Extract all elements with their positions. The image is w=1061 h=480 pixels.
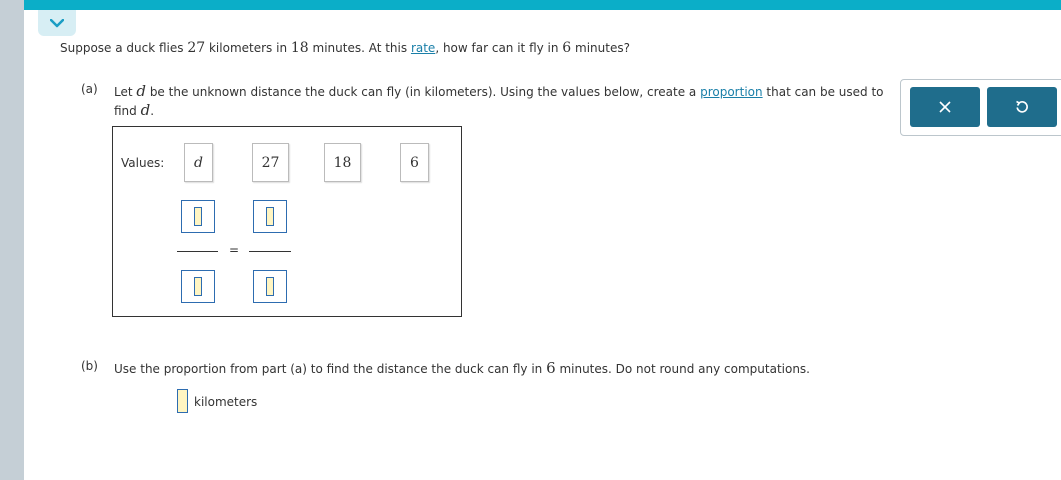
proportion-link[interactable]: proportion — [700, 85, 763, 99]
given-distance: 27 — [187, 40, 206, 56]
left-denominator-slot[interactable] — [181, 270, 215, 303]
reset-button[interactable] — [987, 87, 1057, 127]
question-text: Suppose a duck flies 27 kilometers in 18 minutes. At this rate, how far can it fly in 6 minutes? — [60, 40, 630, 56]
right-numerator-slot[interactable] — [253, 200, 287, 233]
close-icon — [939, 101, 951, 113]
right-denominator-slot[interactable] — [253, 270, 287, 303]
values-label: Values: — [121, 156, 165, 170]
left-fraction-bar — [177, 251, 218, 252]
equals-sign: = — [229, 243, 240, 257]
collapse-toggle[interactable] — [38, 10, 76, 36]
unit-label: kilometers — [194, 395, 258, 409]
rate-link[interactable]: rate — [410, 41, 436, 55]
value-tile-27[interactable]: 27 — [252, 143, 289, 182]
part-a-label: (a) — [81, 82, 98, 96]
right-fraction-bar — [249, 251, 291, 252]
left-numerator-slot[interactable] — [181, 200, 215, 233]
target-time: 6 — [562, 40, 572, 56]
distance-answer-input[interactable] — [177, 389, 188, 413]
left-sidebar — [0, 0, 24, 480]
chevron-down-icon — [50, 19, 64, 28]
value-tile-d[interactable]: d — [184, 143, 213, 182]
value-tile-6[interactable]: 6 — [400, 143, 429, 182]
part-b-instructions: Use the proportion from part (a) to find the distance the duck can fly in 6 minutes. Do not round any computations. — [114, 359, 810, 377]
top-accent-bar — [24, 0, 1061, 10]
given-time: 18 — [290, 40, 309, 56]
part-b-label: (b) — [81, 359, 98, 373]
clear-button[interactable] — [910, 87, 980, 127]
part-a-instructions: Let d be the unknown distance the duck can fly (in kilometers). Using the values below, create a proportion that can be used to find d. — [114, 82, 884, 119]
undo-icon — [1015, 100, 1029, 114]
value-tile-18[interactable]: 18 — [324, 143, 361, 182]
